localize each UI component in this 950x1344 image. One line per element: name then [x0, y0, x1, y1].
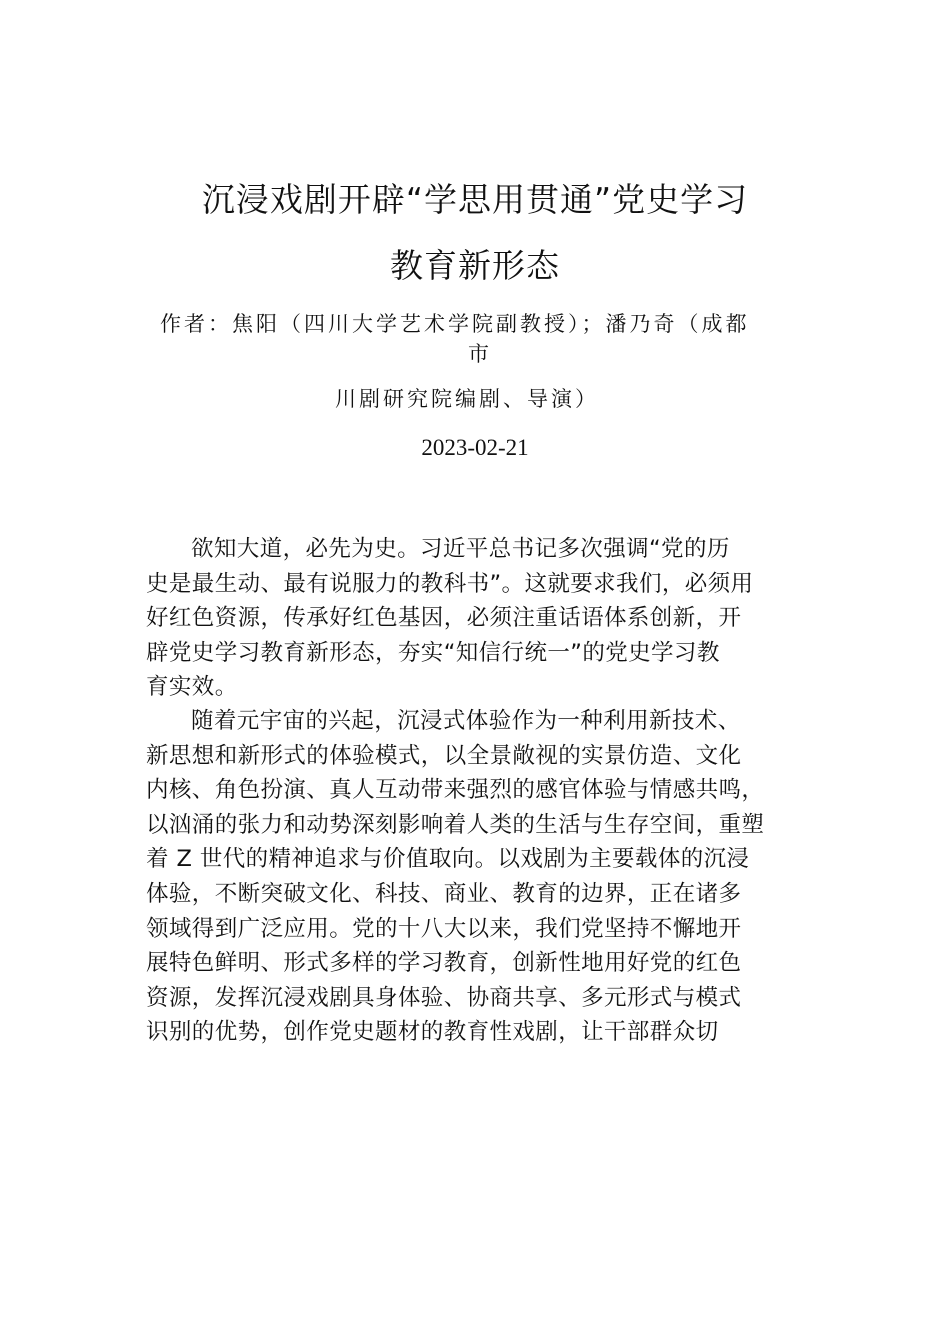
paragraph-line: 资源，发挥沉浸戏剧具身体验、协商共享、多元形式与模式 [146, 984, 742, 1011]
author-line-2: 市 [468, 342, 492, 366]
paragraph-line: 史是最生动、最有说服力的教科书”。这就要求我们，必须用 [146, 570, 754, 597]
paragraph-line: 体验，不断突破文化、科技、商业、教育的边界，正在诸多 [146, 880, 742, 907]
paragraph-line: 欲知大道，必先为史。习近平总书记多次强调“党的历 [191, 536, 730, 562]
article-title-line-1: 沉浸戏剧开辟“学思用贯通”党史学习 [201, 180, 749, 219]
paragraph-line: 好红色资源，传承好红色基因，必须注重话语体系创新，开 [146, 605, 742, 632]
paragraph-line: 新思想和新形式的体验模式，以全景敞视的实景仿造、文化 [146, 742, 742, 769]
author-line-3: 川剧研究院编剧、导演） [335, 387, 599, 411]
paragraph-line: 内核、角色扮演、真人互动带来强烈的感官体验与情感共鸣， [146, 777, 765, 804]
paragraph-line: 识别的优势，创作党史题材的教育性戏剧，让干部群众切 [146, 1019, 719, 1046]
body-paragraph-2 [146, 704, 806, 1050]
publish-date: 2023-02-21 [421, 435, 529, 460]
paragraph-line: 着 Z 世代的精神追求与价值取向。以戏剧为主要载体的沉浸 [146, 846, 750, 873]
paragraph-line: 展特色鲜明、形式多样的学习教育，创新性地用好党的红色 [146, 950, 742, 977]
paragraph-line: 以汹涌的张力和动势深刻影响着人类的生活与生存空间，重塑 [146, 811, 765, 838]
body-paragraph-1 [146, 532, 806, 705]
paragraph-line: 辟党史学习教育新形态，夯实“知信行统一”的党史学习教 [146, 639, 720, 666]
paragraph-line: 领域得到广泛应用。党的十八大以来，我们党坚持不懈地开 [146, 915, 742, 942]
paragraph-line: 随着元宇宙的兴起，沉浸式体验作为一种利用新技术、 [191, 708, 741, 734]
author-line-1: 作者：焦阳（四川大学艺术学院副教授）；潘乃奇（成都 [160, 312, 750, 336]
article-title-line-2: 教育新形态 [390, 246, 560, 285]
paragraph-line: 育实效。 [146, 674, 238, 701]
